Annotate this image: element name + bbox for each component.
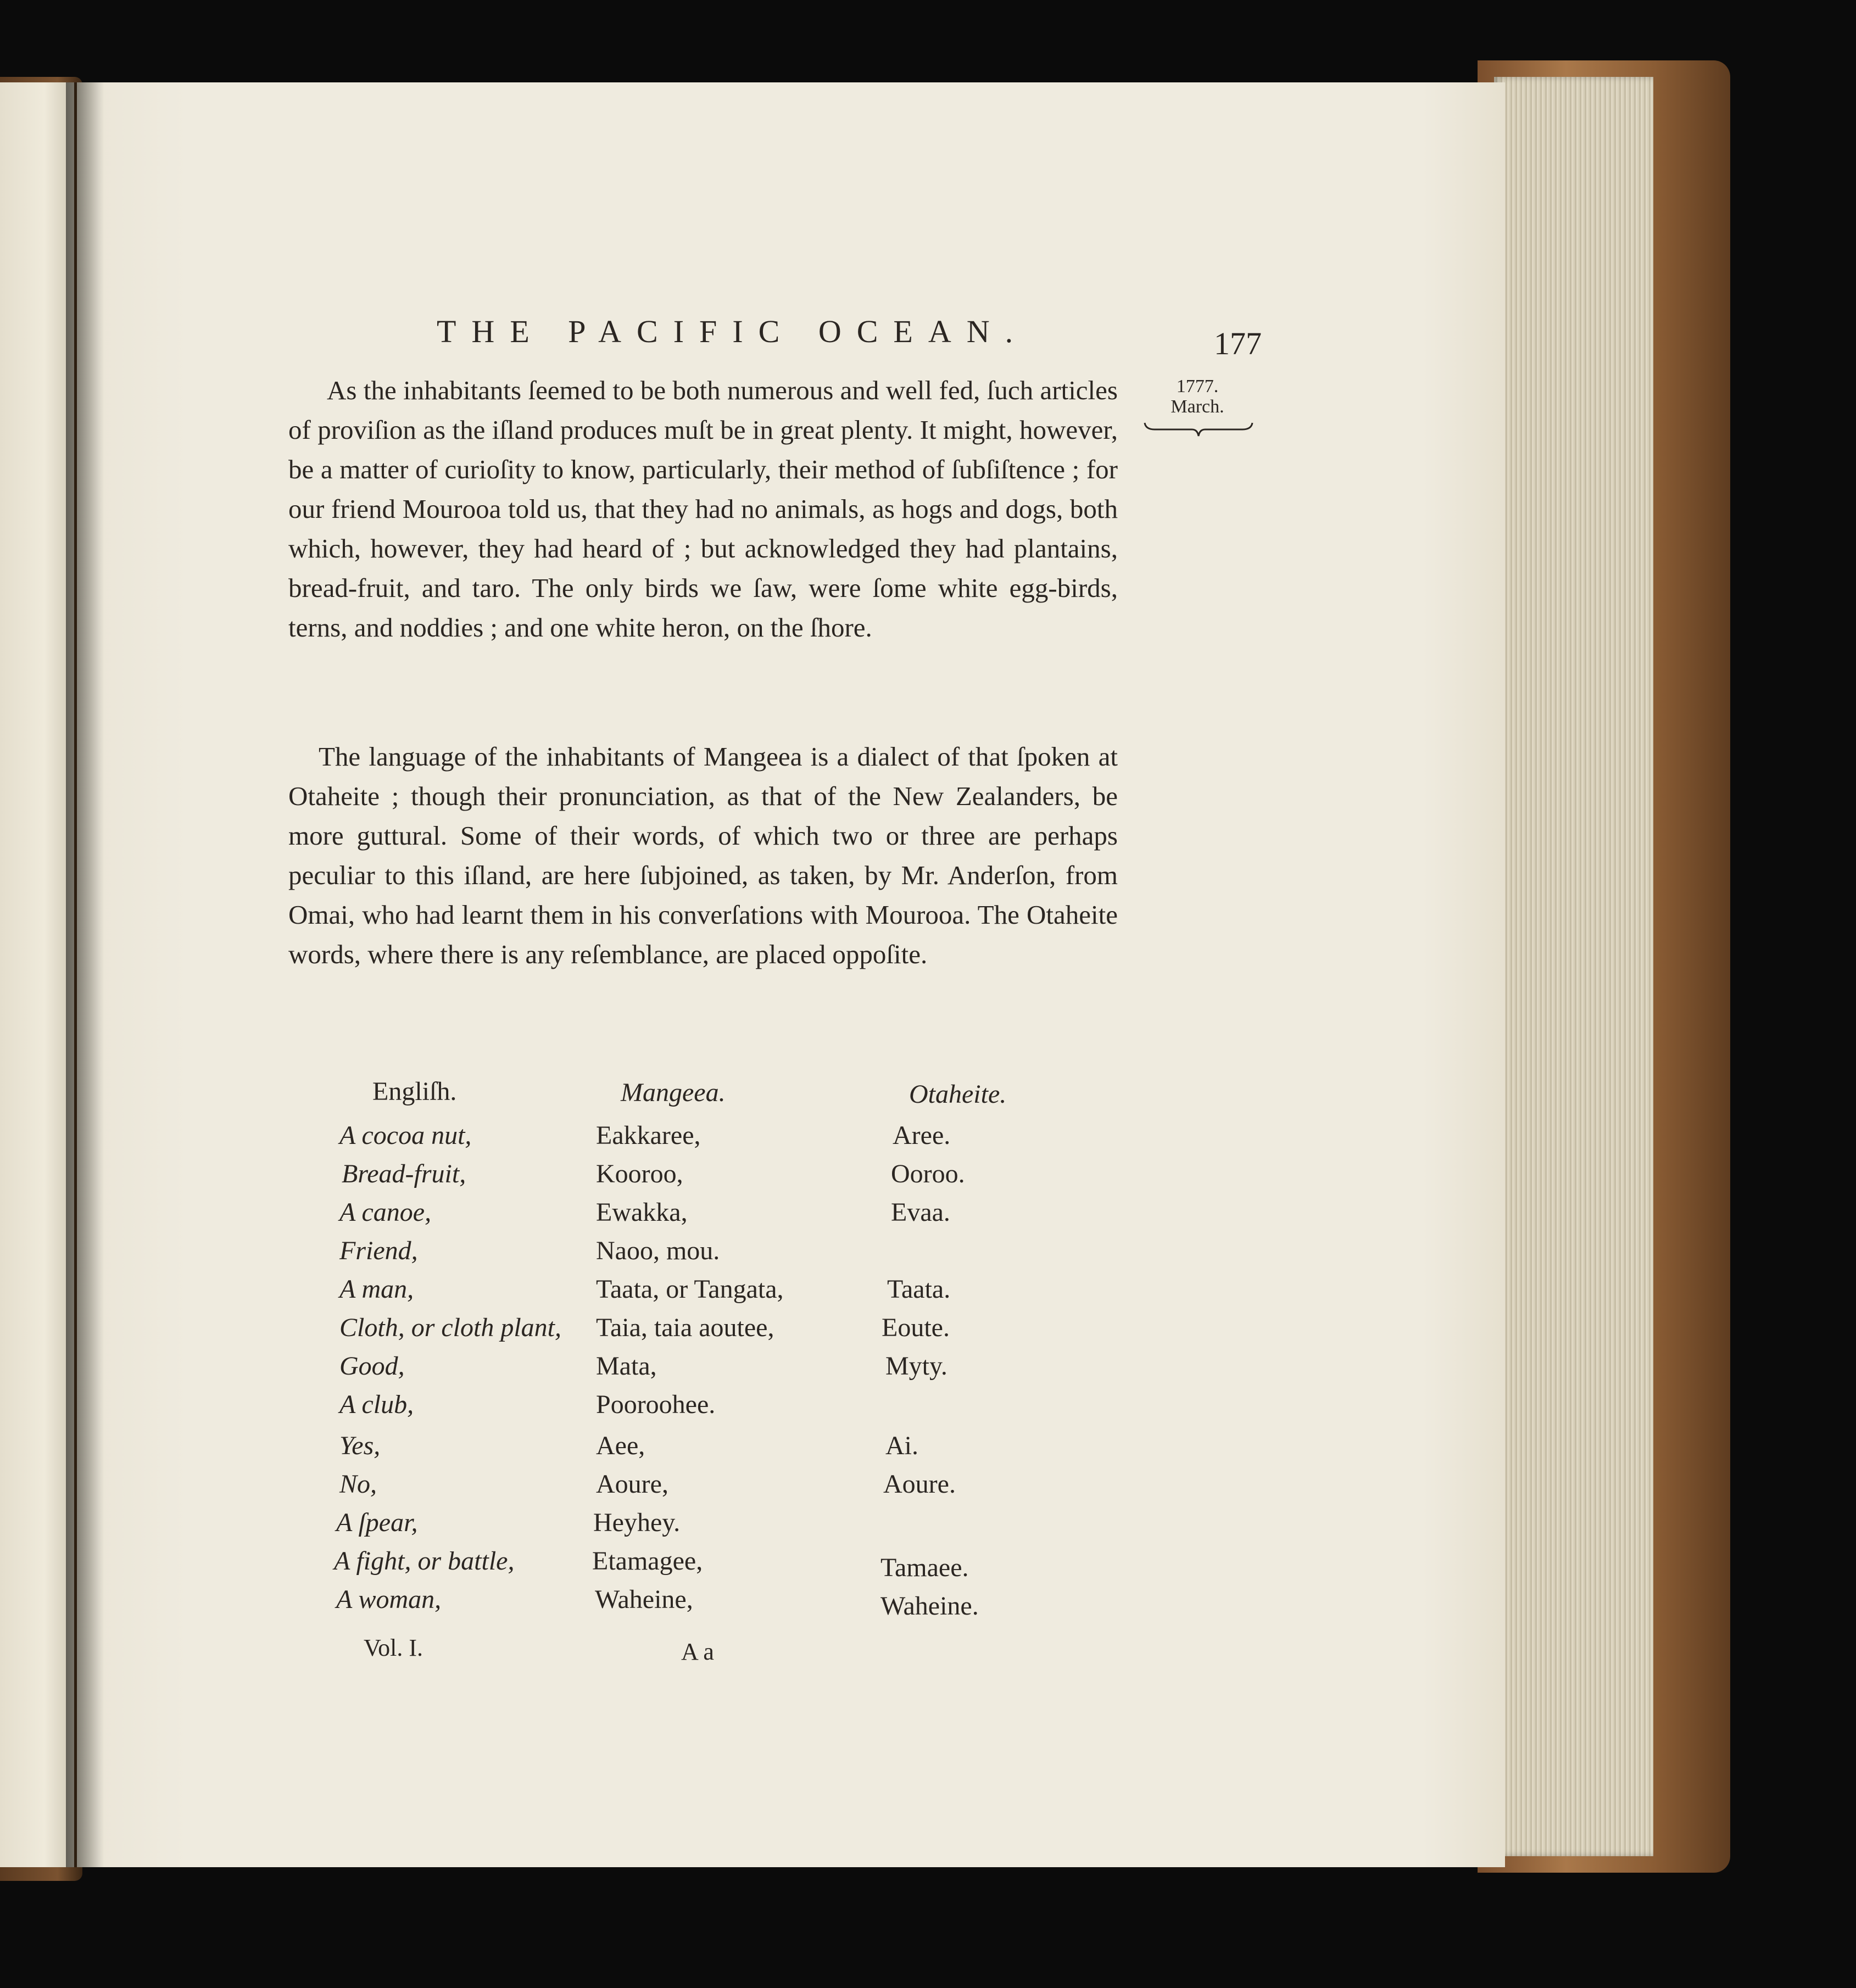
page-block-edges <box>1494 77 1653 1856</box>
cell-english: A fight, or battle, <box>334 1546 515 1576</box>
header-mangeea: Mangeea. <box>621 1078 726 1107</box>
footer-signature: A a <box>681 1638 714 1665</box>
page-number: 177 <box>1214 326 1262 361</box>
table-row <box>0 1469 1099 1507</box>
paragraph-subsistence: As the inhabitants ſeemed to be both numerous and well fed, ſuch articles of proviſion as the iſland produces muſt be in great plenty. It might, however, be a matter of curioſity to know, particularly, their method of ſubſiſtence ; for our friend Mourooa told us, that they had no animals, as hogs and dogs, both which, however, they had heard of ; but acknowledged they had plantains, bread-fruit, and taro. The only birds we ſaw, were ſome white egg-birds, terns, and noddies ; and one white heron, on the ſhore. <box>288 375 1118 643</box>
header-otaheite: Otaheite. <box>909 1080 1007 1109</box>
footer-volume: Vol. I. <box>364 1634 423 1661</box>
table-row <box>0 1313 1099 1351</box>
cell-otaheite: Taata. <box>887 1275 951 1304</box>
cell-english: Cloth, or cloth plant, <box>339 1313 562 1342</box>
cell-mangeea: Etamagee, <box>592 1546 703 1576</box>
margin-brace-icon <box>1144 417 1253 439</box>
table-row <box>0 1431 1099 1469</box>
cell-mangeea: Taata, or Tangata, <box>596 1275 784 1304</box>
cell-mangeea: Kooroo, <box>596 1159 683 1188</box>
cell-otaheite: Evaa. <box>891 1198 950 1227</box>
cell-english: No, <box>339 1470 377 1499</box>
cell-english: A canoe, <box>339 1198 432 1227</box>
cell-english: Yes, <box>339 1431 381 1460</box>
header-english: Engliſh. <box>372 1077 457 1106</box>
table-row <box>0 1389 1099 1428</box>
cell-otaheite: Ooroo. <box>891 1159 965 1188</box>
cell-mangeea: Waheine, <box>595 1585 693 1614</box>
cell-mangeea: Mata, <box>596 1352 657 1381</box>
cell-english: A woman, <box>336 1585 442 1614</box>
cell-otaheite: Aoure. <box>883 1470 956 1499</box>
cell-english: A club, <box>339 1390 414 1419</box>
cell-english: A man, <box>339 1275 414 1304</box>
cell-english: A cocoa nut, <box>339 1121 472 1150</box>
cell-otaheite: Tamaee. <box>880 1553 969 1582</box>
cell-mangeea: Aee, <box>596 1431 645 1460</box>
table-row <box>0 1236 1099 1274</box>
table-row <box>0 1159 1099 1197</box>
paragraph-language: The language of the inhabitants of Mangeea is a dialect of that ſpoken at Otaheite ; though their pronunciation, as that of the New Zealanders, be more guttural. Some of their words, of which two or three are perhaps peculiar to this iſland, are here ſubjoined, as taken, by Mr. Anderſon, from Omai, who had learnt them in his converſations with Mourooa. The Otaheite words, where there is any reſemblance, are placed oppoſite. <box>288 741 1118 969</box>
table-row <box>0 1546 1099 1584</box>
cell-mangeea: Pooroohee. <box>596 1390 716 1419</box>
margin-note-year: 1777. <box>1176 376 1219 397</box>
cell-english: Good, <box>339 1352 405 1381</box>
table-row <box>0 1351 1099 1389</box>
cell-english: Bread-fruit, <box>342 1159 466 1188</box>
cell-otaheite: Ai. <box>885 1431 918 1460</box>
table-row <box>0 1584 1099 1623</box>
cell-mangeea: Taia, taia aoutee, <box>596 1313 774 1342</box>
cell-otaheite: Eoute. <box>882 1313 950 1342</box>
table-row <box>0 1197 1099 1236</box>
table-row <box>0 1274 1099 1313</box>
table-row <box>0 1120 1099 1159</box>
cell-otaheite: Waheine. <box>880 1591 979 1621</box>
margin-note-month: March. <box>1171 397 1224 417</box>
cell-english: Friend, <box>339 1236 418 1265</box>
cell-mangeea: Naoo, mou. <box>596 1236 720 1265</box>
table-row <box>0 1507 1099 1546</box>
cell-mangeea: Heyhey. <box>593 1508 681 1537</box>
cell-mangeea: Eakkaree, <box>596 1121 701 1150</box>
cell-otaheite: Myty. <box>885 1352 947 1381</box>
cell-otaheite: Aree. <box>893 1121 951 1150</box>
cell-mangeea: Ewakka, <box>596 1198 688 1227</box>
cell-english: A ſpear, <box>336 1508 418 1537</box>
running-head: THE PACIFIC OCEAN. <box>437 314 1029 349</box>
cell-mangeea: Aoure, <box>596 1470 668 1499</box>
